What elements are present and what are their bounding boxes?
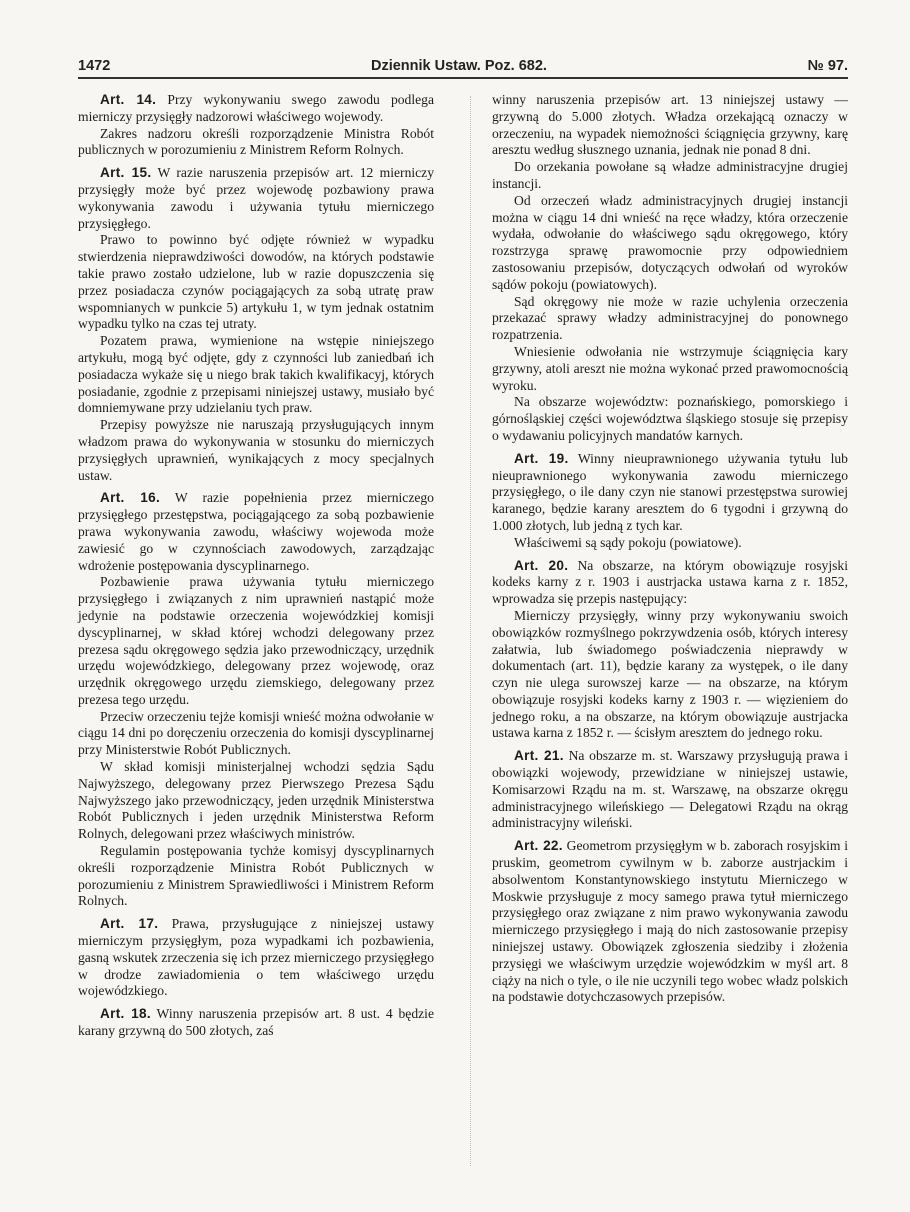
article-text: Na obszarze, na którym obowiązuje rosyjski kodeks karny z r. 1903 i austrjacka ustawa karna z r. 1852, wprowadza się przepis następujący:: [492, 557, 848, 607]
article-text: Winny nieuprawnionego używania tytułu lub nieuprawnionego wykonywania zawodu mierniczego przysięgłego, o ile dany czyn nie stanowi przestępstwa surowiej karanego, będzie karany aresztem do 6 tygodni i grzywną do 1.000 złotych, lub jedną z tych kar.: [492, 450, 848, 533]
paragraph: Pozatem prawa, wymienione na wstępie niniejszego artykułu, mogą być odjęte, gdy z czynności lub zaniedbań ich posiadacza wykaże się u niego brak takich kwalifikacyj, których posiadanie, zgodnie z przepisami niniejszej ustawy, musiało być domniemywane przy udzielaniu tych praw.: [78, 333, 434, 416]
article-text: Winny naruszenia przepisów art. 8 ust. 4 będzie karany grzywną do 500 złotych, zaś: [78, 1006, 434, 1039]
article-paragraph: [492, 838, 848, 1006]
article-number: Art. 20.: [514, 557, 569, 573]
page-header: [78, 52, 848, 79]
paragraph: Od orzeczeń władz administracyjnych drugiej instancji można w ciągu 14 dni wnieść na ręce władzy, która orzeczenie wydała, odwołanie do właściwego sądu okręgowego, który rozstrzyga sprawę prawomocnie przy odpowiedniem zastosowaniu przepisów, dotyczących odwołań od wyroków sądów pokoju (powiatowych).: [492, 192, 848, 292]
article-text: W razie naruszenia przepisów art. 12 mierniczy przysięgły może być przez wojewodę pozbawiony prawa wykonywania zawodu i używania tytułu mierniczego przysięgłego.: [78, 165, 435, 231]
article-text: Geometrom przysięgłym w b. zaborach rosyjskim i pruskim, geometrom cywilnym w b. zaborze austrjackim i absolwentom Konstantynowskiego instytutu Mierniczego w Moskwie przysługuje z mocy samego prawa tytuł mierniczego przysięgłego oraz związane z nim prawo wykonywania zawodu mierniczego przysięgłego i mają do nich zastosowanie przepisy niniejszej ustawy. Obowiązek zgłoszenia siedziby i złożenia przysięgi we właściwym urzędzie wojewódzkim w myśl art. 8 ciąży na nich o tyle, o ile nie uczynili tego wobec władz polskich na podstawie dotychczasowych przepisów.: [492, 838, 848, 1005]
article-number: Art. 22.: [514, 838, 563, 854]
article-text: Na obszarze m. st. Warszawy przysługują prawa i obowiązki wojewody, przewidziane w niniejszej ustawie, Komisarzowi Rządu na m. st. Warszawę, na obszarze okręgu administracyjnego wileńskiego — Delegatowi Rządu na okrąg administracyjny wileński.: [492, 748, 848, 831]
journal-title: Dziennik Ustaw. Poz. 682.: [370, 58, 547, 74]
paragraph: Mierniczy przysięgły, winny przy wykonywaniu swoich obowiązków rozmyślnego pokrzywdzenia osób, których interesy załatwia, lub świadomego poświadczenia nieprawdy w dokumentach (art. 11), będzie karany za występek, o ile dany czyn nie ulega surowszej karze — na obszarze, na którym obowiązuje rosyjski kodeks karny z 1903 r. — więzieniem do jednego roku, a na obszarze, na którym obowiązuje austrjacka ustawa karna z 1852 r. — ścisłym aresztem do jednego roku.: [492, 607, 848, 741]
paragraph: Przeciw orzeczeniu tejże komisji wnieść można odwołanie w ciągu 14 dni po doręczeniu orzeczenia do komisji dyscyplinarnej przy Ministerstwie Robót Publicznych.: [78, 708, 434, 758]
article-number: Art. 19.: [514, 450, 569, 466]
article-paragraph: [492, 558, 848, 608]
article-paragraph: [492, 748, 848, 832]
article-text: Przy wykonywaniu swego zawodu podlega mierniczy przysięgły nadzorowi właściwego wojewody.: [78, 92, 434, 124]
paragraph: Przepisy powyższe nie naruszają przysługujących innym władzom prawa do wykonywania w stosunku do mierniczych przysięgłych uprawnień, wynikających z mocy specjalnych ustaw.: [78, 417, 434, 483]
continued-paragraph: winny naruszenia przepisów art. 13 niniejszej ustawy — grzywną do 5.000 złotych. Władza orzekającą oznaczy w orzeczeniu, na wypadek niemożności ściągnięcia grzywny, karę aresztu według słusznego uznania, jednak nie ponad 8 dni.: [492, 92, 848, 158]
left-column: [78, 92, 434, 1040]
article-text: W razie popełnienia przez mierniczego przysięgłego przestępstwa, pociągającego za sobą pozbawienie prawa wykonywania zawodu, właściwy wojewoda może zawiesić go w czynnościach zawodowych, zarządzając wdrożenie postępowania dyscyplinarnego.: [78, 490, 434, 573]
paragraph: Sąd okręgowy nie może w razie uchylenia orzeczenia przekazać sprawy władzy administracyjnej do ponownego rozpatrzenia.: [492, 293, 848, 343]
article-number: Art. 17.: [100, 916, 159, 932]
page-number: 1472: [78, 58, 111, 74]
paragraph: Na obszarze województw: poznańskiego, pomorskiego i górnośląskiej części województwa śląskiego stosuje się przepisy o wydawaniu policyjnych mandatów karnych.: [492, 394, 848, 443]
paragraph: Wniesienie odwołania nie wstrzymuje ściągnięcia kary grzywny, atoli areszt nie można wykonać przed prawomocnością wyroku.: [492, 343, 848, 393]
right-column: [492, 92, 848, 1006]
paragraph: Prawo to powinno być odjęte również w wypadku stwierdzenia nieprawdziwości dowodów, na których podstawie takie prawo zostało udzielone, lub w razie dopuszczenia się przez posiadacza czynów pociągających za sobą utratę praw wspomnianych w punkcie 5) artykułu 1, w tym jednak ostatnim wypadku tylko na czas tej utraty.: [78, 232, 434, 332]
column-divider: [470, 96, 471, 1166]
article-number: Art. 14.: [100, 92, 157, 107]
article-paragraph: [78, 490, 434, 574]
article-paragraph: [78, 916, 434, 1000]
article-paragraph: [78, 1006, 434, 1040]
article-paragraph: [492, 451, 848, 535]
article-number: Art. 21.: [514, 748, 564, 764]
paragraph: Właściwemi są sądy pokoju (powiatowe).: [514, 534, 742, 550]
paragraph: Regulamin postępowania tychże komisyj dyscyplinarnych określi rozporządzenie Ministra Robót Publicznych w porozumieniu z Ministrem Sprawiedliwości i Ministrem Reform Rolnych.: [78, 843, 434, 909]
article-paragraph: [78, 165, 434, 232]
article-paragraph: [78, 92, 434, 126]
article-number: Art. 15.: [100, 165, 152, 181]
issue-number: № 97.: [807, 58, 848, 74]
paragraph: W skład komisji ministerjalnej wchodzi sędzia Sądu Najwyższego, delegowany przez Pierwszego Prezesa Sądu Najwyższego jako przewodniczący, jeden urzędnik Ministerstwa Robót Publicznych i jeden urzędnik Ministerstwa Reform Rolnych, delegowani przez właściwych ministrów.: [78, 759, 434, 842]
article-number: Art. 18.: [100, 1006, 151, 1022]
article-number: Art. 16.: [100, 490, 161, 506]
article-text: Prawa, przysługujące z niniejszej ustawy mierniczym przysięgłym, poza wypadkami ich pozbawienia, gasną wskutek zrzeczenia się ich przez mierniczego przysięgłego w drodze zawiadomienia o tem właściwego urzędu wojewódzkiego.: [78, 916, 434, 999]
paragraph: Do orzekania powołane są władze administracyjne drugiej instancji.: [492, 159, 848, 191]
paragraph: Pozbawienie prawa używania tytułu mierniczego przysięgłego i związanych z nim uprawnień nastąpić może jedynie na podstawie orzeczenia wojewódzkiej komisji dyscyplinarnej, w skład której wchodzi delegowany przez prezesa sądu okręgowego sędzia jako przewodniczący, urzędnik urzędu wojewódzkiego, delegowany przez wojewodę, oraz urzędnik okręgowego urzędu ziemskiego, delegowany przez prezesa tego urzędu.: [78, 574, 434, 707]
paragraph: Zakres nadzoru określi rozporządzenie Ministra Robót publicznych w porozumieniu z Ministrem Reform Rolnych.: [78, 125, 434, 158]
